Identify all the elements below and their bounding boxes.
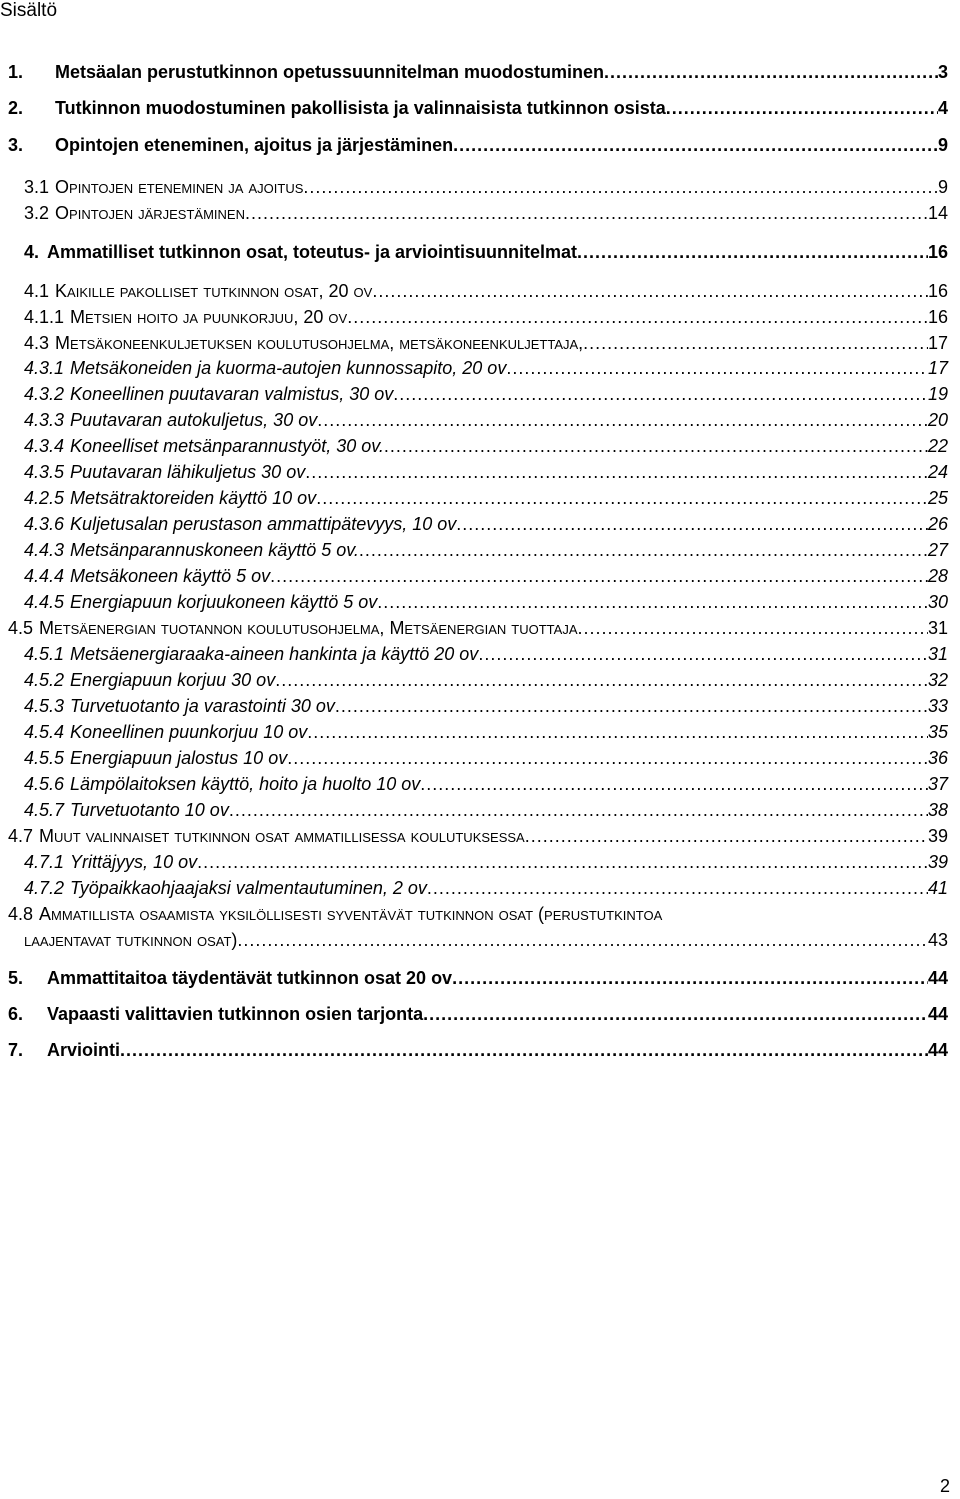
toc-title: Koneellinen puunkorjuu 10 ov <box>70 722 308 742</box>
toc-entry-4-1[interactable] <box>24 281 948 301</box>
toc-title: Ammattitaitoa täydentävät tutkinnon osat 20 ov <box>47 968 453 988</box>
page-title: Sisältö <box>0 0 58 21</box>
toc-number: 4.7 <box>8 826 34 846</box>
toc-entry-4-4-5[interactable] <box>24 592 948 612</box>
toc-leader <box>229 800 928 820</box>
toc-leader <box>307 722 928 742</box>
toc-leader <box>270 566 928 586</box>
toc-title: Turvetuotanto 10 ov <box>70 800 229 820</box>
toc-page: 9 <box>937 177 948 197</box>
toc-page: 9 <box>937 135 948 155</box>
toc-number: 4.5.3 <box>24 696 65 716</box>
toc-leader <box>393 384 928 404</box>
toc-number: 5. <box>8 968 24 988</box>
toc-title: Metsänparannuskoneen käyttö 5 ov. <box>70 540 359 560</box>
toc-number: 4.3.1 <box>24 358 65 378</box>
toc-page: 38 <box>927 800 948 820</box>
toc-number: 4.1 <box>24 281 50 301</box>
toc-leader <box>506 358 928 378</box>
toc-title: Kaikille pakolliset tutkinnon osat, 20 ov <box>55 281 373 301</box>
toc-leader <box>420 774 928 794</box>
toc-entry-4-8-continuation[interactable] <box>24 930 948 950</box>
toc-number: 4.5.4 <box>24 722 65 742</box>
toc-leader <box>245 203 928 223</box>
toc-page: 3 <box>937 62 948 82</box>
toc-leader <box>583 333 928 353</box>
toc-page: 41 <box>927 878 948 898</box>
toc-title: Metsätraktoreiden käyttö 10 ov <box>70 488 317 508</box>
toc-entry-3[interactable] <box>8 135 948 155</box>
toc-entry-4-7-1[interactable] <box>24 852 948 872</box>
toc-leader <box>577 242 928 262</box>
toc-page: 20 <box>927 410 948 430</box>
toc-page: 26 <box>927 514 948 534</box>
toc-entry-4-3-1[interactable] <box>24 358 948 378</box>
toc-number: 6. <box>8 1004 24 1024</box>
toc-page: 39 <box>927 826 948 846</box>
toc-page: 16 <box>927 281 948 301</box>
toc-entry-4-7-2[interactable] <box>24 878 948 898</box>
toc-number: 1. <box>8 62 24 82</box>
toc-entry-4-3-5[interactable] <box>24 462 948 482</box>
toc-number: 4.2.5 <box>24 488 65 508</box>
toc-title: Muut valinnaiset tutkinnon osat ammatillisessa koulutuksessa <box>39 826 525 846</box>
toc-number: 4.3 <box>24 333 50 353</box>
toc-page: 16 <box>927 307 948 327</box>
toc-leader <box>456 514 928 534</box>
toc-entry-6[interactable] <box>8 1004 948 1024</box>
toc-number: 4.5.5 <box>24 748 65 768</box>
toc-title: Vapaasti valittavien tutkinnon osien tarjonta <box>47 1004 424 1024</box>
toc-number: 4.8 <box>8 904 34 924</box>
toc-page: 30 <box>927 592 948 612</box>
toc-entry-1[interactable] <box>8 62 948 82</box>
toc-title: Energiapuun korjuu 30 ov <box>70 670 276 690</box>
toc-page: 22 <box>927 436 948 456</box>
toc-page: 27 <box>927 540 948 560</box>
toc-entry-5[interactable] <box>8 968 948 988</box>
toc-number: 3.2 <box>24 203 50 223</box>
toc-number: 4.4.3 <box>24 540 65 560</box>
toc-leader <box>666 98 938 118</box>
toc-page: 17 <box>927 358 948 378</box>
toc-leader <box>384 436 928 456</box>
toc-leader <box>453 135 938 155</box>
toc-page: 14 <box>927 203 948 223</box>
toc-entry-4-1-1[interactable] <box>24 307 948 327</box>
toc-entry-4-3-6[interactable] <box>24 514 948 534</box>
toc-number: 2. <box>8 98 24 118</box>
toc-title: Metsäalan perustutkinnon opetussuunnitelman muodostuminen <box>55 62 605 82</box>
toc-entry-3-1[interactable] <box>24 177 948 197</box>
toc-number: 4.7.2 <box>24 878 65 898</box>
toc-entry-4-5[interactable] <box>8 618 948 638</box>
toc-title: Koneelliset metsänparannustyöt, 30 ov. <box>70 436 384 456</box>
toc-number: 4.3.5 <box>24 462 65 482</box>
toc-entry-4-4-3[interactable] <box>24 540 948 560</box>
toc-leader <box>237 930 928 950</box>
toc-leader <box>377 592 928 612</box>
toc-page: 44 <box>927 1004 948 1024</box>
toc-leader <box>578 618 928 638</box>
toc-title-continuation: laajentavat tutkinnon osat) <box>24 930 238 950</box>
toc-title: Koneellinen puutavaran valmistus, 30 ov <box>70 384 394 404</box>
toc-leader <box>120 1040 928 1060</box>
toc-title: Yrittäjyys, 10 ov <box>70 852 198 872</box>
toc-entry-4-2-5[interactable] <box>24 488 948 508</box>
toc-number: 4.3.6 <box>24 514 65 534</box>
toc-title: Turvetuotanto ja varastointi 30 ov <box>70 696 335 716</box>
toc-page: 33 <box>927 696 948 716</box>
toc-leader <box>372 281 928 301</box>
toc-number: 4.3.4 <box>24 436 65 456</box>
toc-entry-4-3-3[interactable] <box>24 410 948 430</box>
toc-leader <box>303 177 938 197</box>
toc-page: 44 <box>927 968 948 988</box>
toc-number: 4.5.1 <box>24 644 65 664</box>
toc-entry-4-3-2[interactable] <box>24 384 948 404</box>
toc-leader <box>316 488 928 508</box>
toc-entry-4-3-4[interactable] <box>24 436 948 456</box>
toc-leader <box>452 968 928 988</box>
toc-leader <box>197 852 928 872</box>
toc-entry-4-5-4[interactable] <box>24 722 948 742</box>
toc-entry-4-5-6[interactable] <box>24 774 948 794</box>
toc-number: 4.1.1 <box>24 307 65 327</box>
toc-number: 4.5.6 <box>24 774 65 794</box>
toc-page: 31 <box>927 644 948 664</box>
toc-number: 4.4.5 <box>24 592 65 612</box>
toc-title: Puutavaran autokuljetus, 30 ov <box>70 410 318 430</box>
toc-entry-4-5-2[interactable] <box>24 670 948 690</box>
toc-title: Arviointi <box>47 1040 121 1060</box>
toc-number: 4.4.4 <box>24 566 65 586</box>
toc-entry-2[interactable] <box>8 98 948 118</box>
toc-number: 3. <box>8 135 24 155</box>
toc-title: Kuljetusalan perustason ammattipätevyys, 10 ov <box>70 514 457 534</box>
toc-page: 24 <box>927 462 948 482</box>
toc-page: 31 <box>927 618 948 638</box>
toc-title: Metsien hoito ja puunkorjuu, 20 ov <box>70 307 348 327</box>
toc-page: 43 <box>927 930 948 950</box>
toc-page: 35 <box>927 722 948 742</box>
toc-entry-4[interactable] <box>24 242 948 262</box>
toc-title: Ammatillista osaamista yksilöllisesti syventävät tutkinnon osat (perustutkintoa <box>39 904 663 924</box>
toc-title: Opintojen järjestäminen <box>55 203 245 223</box>
toc-number: 4.5.7 <box>24 800 65 820</box>
toc-entry-7[interactable] <box>8 1040 948 1060</box>
toc-page: 16 <box>927 242 948 262</box>
toc-leader <box>604 62 938 82</box>
toc-number: 4. <box>24 242 40 262</box>
toc-title: Opintojen eteneminen, ajoitus ja järjestäminen <box>55 135 454 155</box>
toc-entry-4-5-1[interactable] <box>24 644 948 664</box>
toc-entry-4-5-7[interactable] <box>24 800 948 820</box>
toc-title: Metsäenergian tuotannon koulutusohjelma, Metsäenergian tuottaja <box>39 618 578 638</box>
toc-number: 4.3.2 <box>24 384 65 404</box>
toc-title: Metsäkoneiden ja kuorma-autojen kunnossapito, 20 ov <box>70 358 507 378</box>
toc-title: Energiapuun jalostus 10 ov <box>70 748 288 768</box>
toc-title: Työpaikkaohjaajaksi valmentautuminen, 2 ov <box>70 878 427 898</box>
toc-leader <box>317 410 928 430</box>
toc-number: 7. <box>8 1040 24 1060</box>
toc-title: Metsäkoneen käyttö 5 ov <box>70 566 271 586</box>
page-number: 2 <box>939 1476 950 1496</box>
toc-leader <box>305 462 928 482</box>
toc-leader <box>347 307 928 327</box>
toc-page: 37 <box>927 774 948 794</box>
toc-entry-4-4-4[interactable] <box>24 566 948 586</box>
toc-title: Tutkinnon muodostuminen pakollisista ja valinnaisista tutkinnon osista <box>55 98 666 118</box>
toc-entry-4-3[interactable] <box>24 333 948 353</box>
toc-page: 19 <box>927 384 948 404</box>
toc-entry-4-7[interactable] <box>8 826 948 846</box>
toc-leader <box>427 878 928 898</box>
toc-leader <box>287 748 928 768</box>
toc-title: Energiapuun korjuukoneen käyttö 5 ov <box>70 592 378 612</box>
toc-leader <box>478 644 928 664</box>
toc-title: Lämpölaitoksen käyttö, hoito ja huolto 10 ov <box>70 774 421 794</box>
toc-leader <box>525 826 928 846</box>
toc-page: 39 <box>927 852 948 872</box>
toc-title: Puutavaran lähikuljetus 30 ov <box>70 462 306 482</box>
toc-page: 44 <box>927 1040 948 1060</box>
toc-number: 4.5 <box>8 618 34 638</box>
toc-page: 28 <box>927 566 948 586</box>
toc-leader <box>423 1004 928 1024</box>
toc-page: 36 <box>927 748 948 768</box>
toc-leader <box>359 540 928 560</box>
toc-number: 4.3.3 <box>24 410 65 430</box>
toc-page: 17 <box>927 333 948 353</box>
toc-entry-4-5-3[interactable] <box>24 696 948 716</box>
toc-entry-3-2[interactable] <box>24 203 948 223</box>
toc-title: Metsäkoneenkuljetuksen koulutusohjelma, metsäkoneenkuljettaja, <box>55 333 584 353</box>
toc-title: Opintojen eteneminen ja ajoitus <box>55 177 304 197</box>
toc-title: Metsäenergiaraaka-aineen hankinta ja käyttö 20 ov <box>70 644 479 664</box>
toc-number: 4.7.1 <box>24 852 65 872</box>
toc-number: 4.5.2 <box>24 670 65 690</box>
toc-entry-4-8[interactable] <box>8 904 662 924</box>
toc-page: 32 <box>927 670 948 690</box>
toc-page: 25 <box>927 488 948 508</box>
toc-leader <box>275 670 928 690</box>
toc-title: Ammatilliset tutkinnon osat, toteutus- ja arviointisuunnitelmat <box>47 242 578 262</box>
toc-page: 4 <box>937 98 948 118</box>
toc-leader <box>335 696 928 716</box>
toc-number: 3.1 <box>24 177 50 197</box>
toc-entry-4-5-5[interactable] <box>24 748 948 768</box>
